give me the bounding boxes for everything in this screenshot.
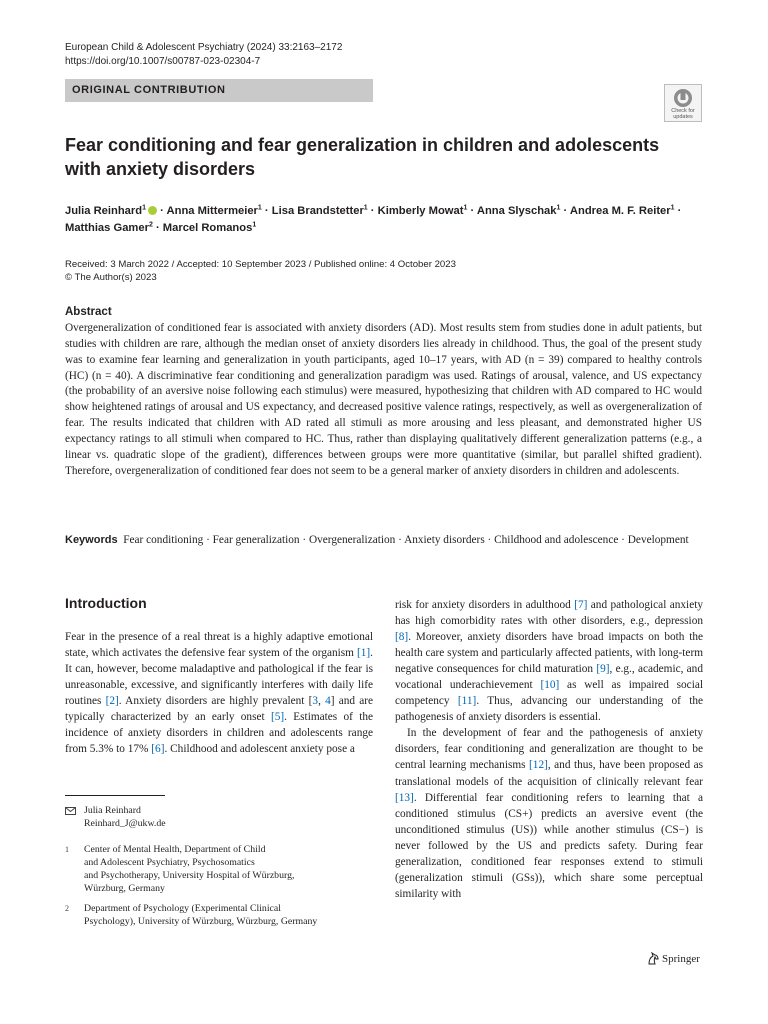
section-label: ORIGINAL CONTRIBUTION [65, 79, 373, 102]
affiliation-1-line: and Psychotherapy, University Hospital of Würzburg, [84, 870, 295, 881]
intro-paragraph-2 [395, 597, 703, 725]
body-text: . Differential fear conditioning refers to learning that a conditioned stimulus (CS+) predicts an aversive event (the unconditioned stimulus (US)) while another stimulus (CS−) is never followed by the US and predicts safety. During fear generalization, conditioned fear responses extend to stimuli (generalization stimuli (GSs)), which share some perceptual similarity with [395, 791, 703, 900]
body-text: . Moreover, anxiety disorders have broad impacts on both the health care system and particularly affected patients, with long-term negative consequences for child maturation [395, 631, 703, 676]
keywords-list: Fear conditioning · Fear generalization · Overgeneralization · Anxiety disorders · Childhood and adolescence · Development [123, 534, 689, 546]
dates-line: Received: 3 March 2022 / Accepted: 10 September 2023 / Published online: 4 October 2023 [65, 259, 456, 270]
introduction-left-column [65, 629, 373, 757]
envelope-icon [65, 807, 76, 815]
author-name[interactable]: Lisa Brandstetter [271, 205, 364, 217]
body-text: risk for anxiety disorders in adulthood [395, 599, 575, 611]
body-text: , and thus, have been proposed as translational models of the acquisition of clinically relevant fear [395, 759, 703, 788]
author-name[interactable]: Anna Slyschak [476, 205, 557, 217]
citation-link[interactable]: 4 [325, 695, 331, 708]
body-text: ] and are typically characterized by an early onset [65, 695, 373, 724]
citation-link[interactable]: [8] [395, 631, 409, 644]
author-affiliation-mark: 1 [670, 204, 675, 212]
affiliation-2-line: Department of Psychology (Experimental Clinical [84, 903, 281, 914]
citation-link[interactable]: [13] [395, 791, 414, 804]
introduction-right-column [395, 597, 703, 902]
body-text: Fear in the presence of a real threat is a highly adaptive emotional state, which activates the defensive fear system of the organism [65, 631, 373, 660]
intro-paragraph-3 [395, 725, 703, 902]
body-text: , e.g., academic, and vocational underachievement [395, 663, 703, 692]
body-text: . It can, however, become maladaptive and pathological if the fear is unreasonable, excessive, and significantly interferes with daily life routines [65, 647, 373, 708]
author-line-2: Matthias Gamer$^2$ · Marcel Romanos$^1$ [65, 221, 257, 234]
corresponding-author-footnote [65, 804, 166, 830]
citation-link[interactable]: [9] [596, 663, 610, 676]
copyright-line: © The Author(s) 2023 [65, 272, 157, 283]
citation-link[interactable]: 3 [312, 695, 319, 708]
author-name[interactable]: Kimberly Mowat [377, 205, 464, 217]
check-updates-line1: Check for [671, 108, 695, 114]
body-text: as well as impaired social competency [395, 679, 703, 708]
publication-dates [65, 258, 456, 284]
publisher-name: Springer [662, 953, 700, 965]
introduction-heading: Introduction [65, 595, 147, 611]
abstract-text: Overgeneralization of conditioned fear is associated with anxiety disorders (AD). Most results stem from studies done in adult patients, but studies with children are rare, although the median onset of anxiety disorders lies already in childhood. Thus, the goal of the present study was to examine fear learning and generalization in youth participants, aged 10–17 years, with AD (n = 39) compared to healthy controls (HC) (n = 40). A discriminative fear conditioning and generalization paradigm was used. Ratings of arousal, valence, and US expectancy (the probability of an aversive noise following each stimulus) were measured, hypothesizing that children with AD compared to HC would show heightened ratings of arousal and US expectancy, and decreased positive valence ratings, respectively, as well as overgeneralization of fear. The results indicated that children with AD rated all stimuli as more arousing and less pleasant, and demonstrated higher US expectancy ratings to all stimuli when compared to HC. Thus, rather than displaying qualitatively different generalization patterns (e.g., a linear vs. quadratic slope of the gradient), differences between groups were more quantitative (similar, but parallel shifted gradient). Therefore, overgeneralization of conditioned fear does not seem to be a general marker of anxiety disorders in children and adolescents. [65, 322, 702, 477]
citation-link[interactable]: [12] [529, 759, 548, 772]
author-affiliation-mark: 1 [556, 204, 561, 212]
paper-title: Fear conditioning and fear generalization in children and adolescents with anxiety disorders [65, 135, 660, 179]
author-name[interactable]: Julia Reinhard [65, 205, 143, 217]
body-text: . Childhood and adolescent anxiety pose a [164, 743, 355, 756]
body-text: In the development of fear and the pathogenesis of anxiety disorders, fear conditioning and generalization are thought to be central learning mechanisms [395, 727, 703, 772]
body-text: . Estimates of the incidence of anxiety disorders in children and adolescents range from 5.3% to 17% [65, 711, 373, 756]
body-text: . Thus, advancing our understanding of the pathogenesis of anxiety disorders is essential. [395, 695, 703, 724]
citation-link[interactable]: [1] [356, 647, 371, 660]
affiliation-2-line: Psychology), University of Würzburg, Würzburg, Germany [84, 916, 318, 927]
citation-link[interactable]: [7] [574, 599, 588, 611]
affiliation-1-line: Center of Mental Health, Department of Child [84, 844, 266, 855]
corresponding-author-name: Julia Reinhard [84, 805, 141, 816]
affiliation-1-footnote [65, 843, 294, 895]
footnote-divider [65, 795, 165, 796]
abstract-heading: Abstract [65, 306, 112, 318]
citation-link[interactable]: [6] [151, 743, 165, 756]
check-for-updates-badge[interactable] [664, 84, 702, 122]
body-text: . Anxiety disorders are highly prevalent [ [118, 695, 313, 708]
keywords [65, 533, 702, 549]
author-affiliation-mark: 1 [257, 204, 262, 212]
author-name[interactable]: Marcel Romanos [162, 222, 253, 234]
journal-citation: European Child & Adolescent Psychiatry (2024) 33:2163–2172 [65, 42, 343, 53]
body-text: and pathological anxiety has high comorbidity rates with other disorders, e.g., depression [395, 599, 703, 628]
affiliation-1-mark: 1 [65, 845, 69, 854]
citation-link[interactable]: [10] [540, 679, 560, 692]
author-name[interactable]: Anna Mittermeier [166, 205, 258, 217]
author-affiliation-mark: 1 [463, 204, 468, 212]
citation-link[interactable]: [2] [105, 695, 119, 708]
citation-link[interactable]: [11] [457, 695, 477, 708]
author-line-1: Julia Reinhard$^1$ · Anna Mittermeier$^1$ · Lisa Brandstetter$^1$ · Kimberly Mowat$^1$ · Anna Slyschak$^1$ · Andrea M. F. Reiter$^1$ · [65, 204, 682, 217]
orcid-icon[interactable] [148, 206, 157, 215]
affiliation-2-footnote [65, 902, 317, 928]
author-list [65, 203, 715, 237]
intro-paragraph-1 [65, 629, 373, 757]
publisher-logo[interactable] [647, 951, 700, 965]
author-affiliation-mark: 1 [363, 204, 368, 212]
author-name[interactable]: Matthias Gamer [65, 222, 149, 234]
affiliation-2-mark: 2 [65, 904, 69, 913]
doi-link[interactable]: https://doi.org/10.1007/s00787-023-02304-7 [65, 56, 261, 67]
body-text: , [318, 695, 326, 708]
author-name[interactable]: Andrea M. F. Reiter [569, 205, 671, 217]
author-affiliation-mark: 2 [148, 221, 153, 229]
corresponding-author-email[interactable]: Reinhard_J@ukw.de [84, 818, 166, 829]
springer-horse-icon [647, 951, 660, 965]
author-affiliation-mark: 1 [252, 221, 257, 229]
affiliation-1-line: Würzburg, Germany [84, 883, 165, 894]
check-for-updates-icon [673, 88, 693, 108]
affiliation-1-line: and Adolescent Psychiatry, Psychosomatics [84, 857, 255, 868]
keywords-label: Keywords [65, 534, 118, 546]
citation-link[interactable]: [5] [270, 711, 285, 724]
author-affiliation-mark: 1 [142, 204, 146, 212]
check-updates-line2: updates [673, 114, 693, 120]
